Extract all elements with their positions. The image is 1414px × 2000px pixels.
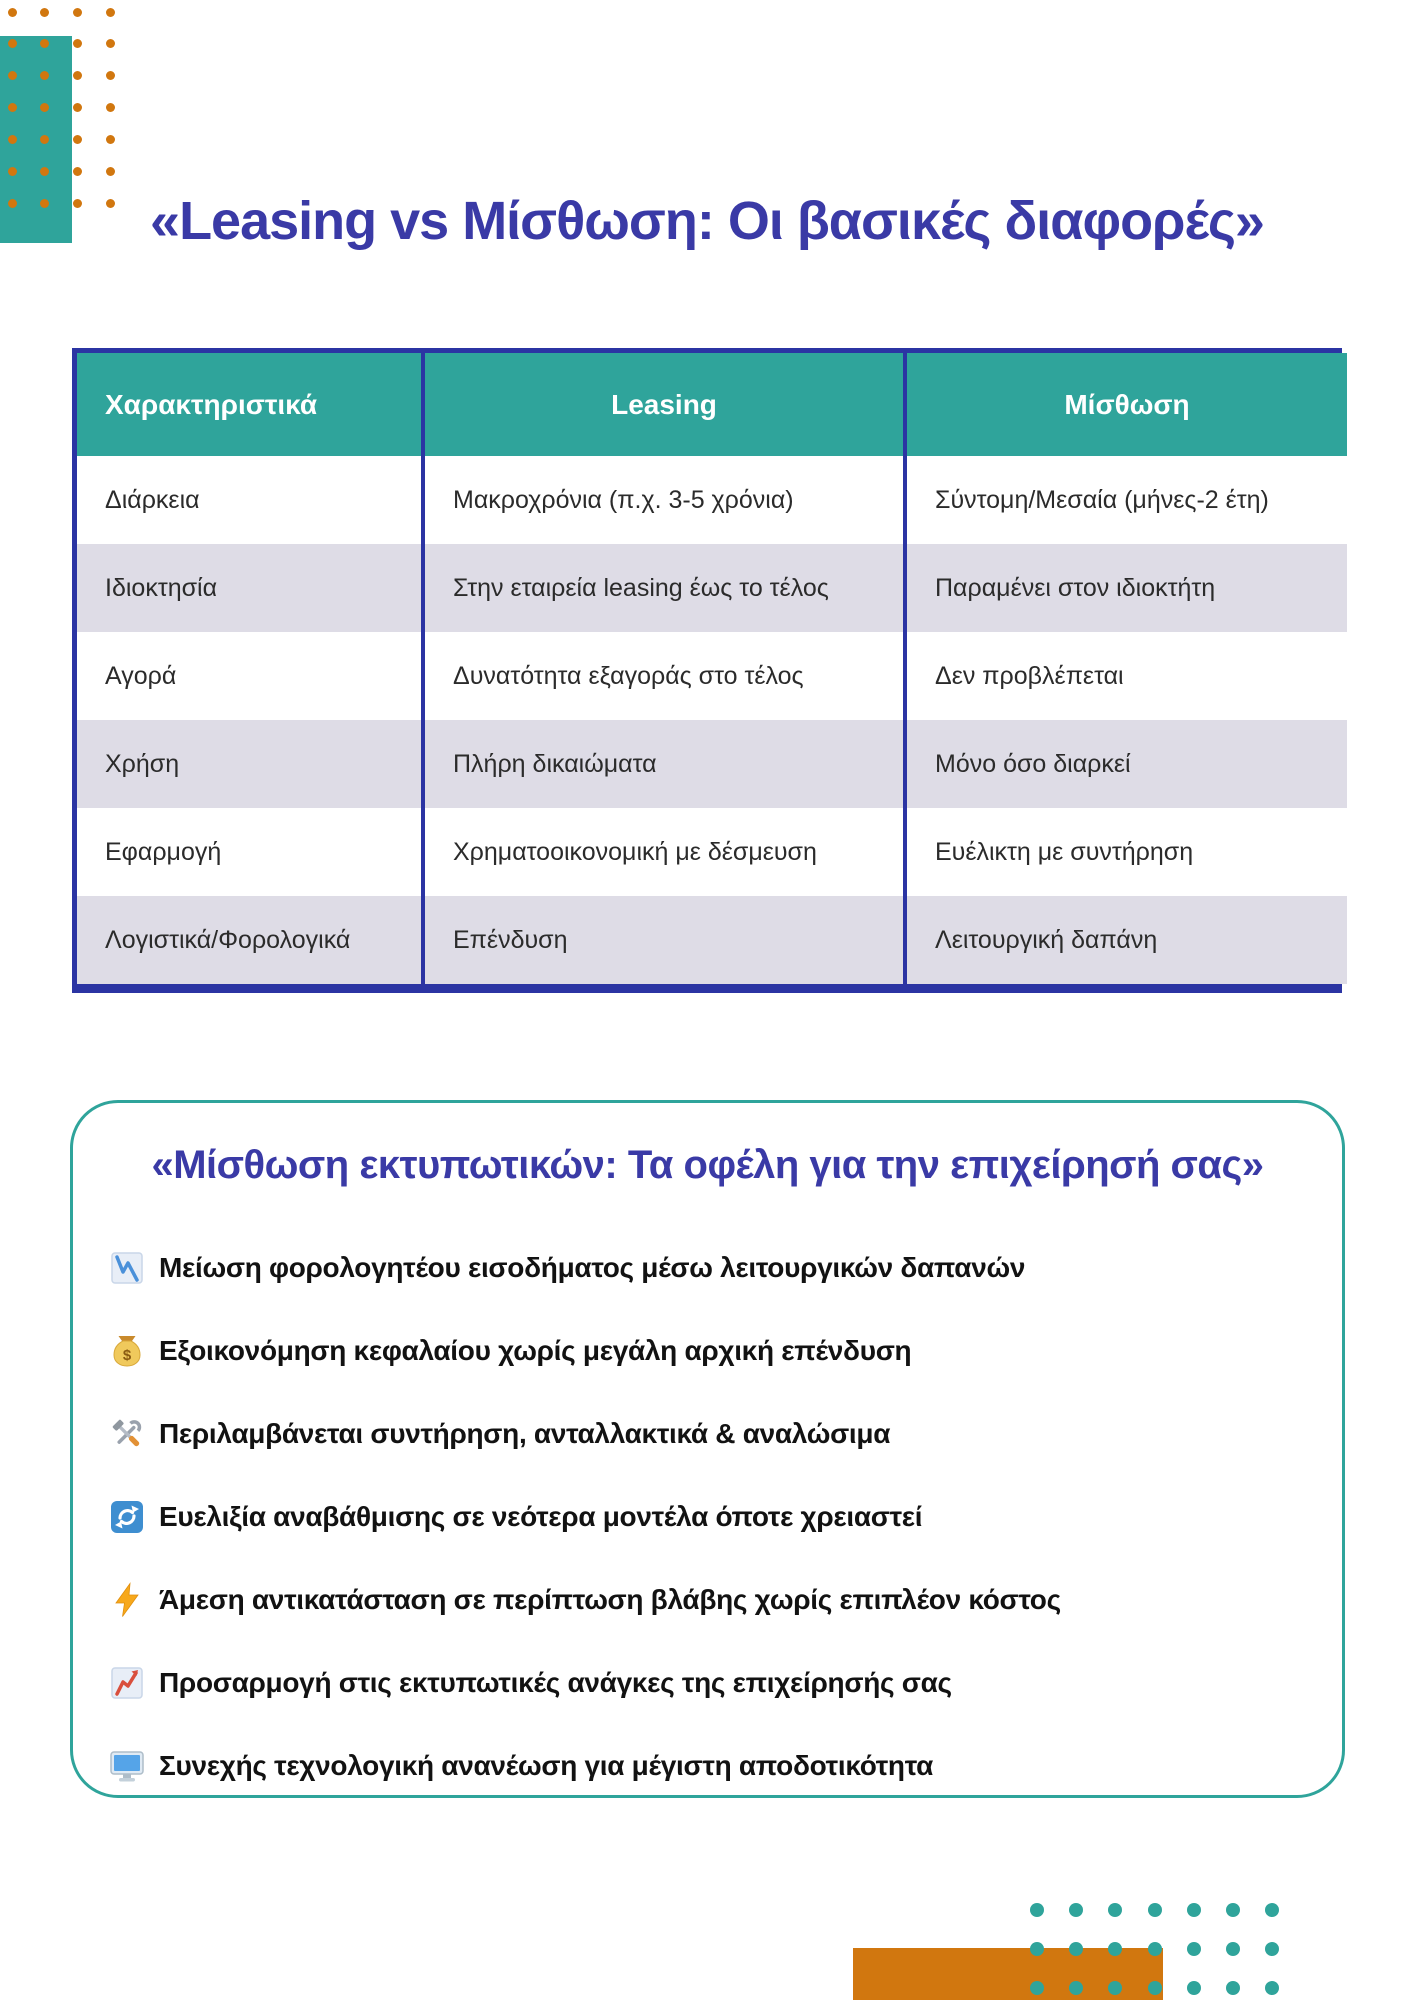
benefit-item	[109, 1309, 1302, 1392]
orange-dot	[8, 135, 17, 144]
table-cell: Λειτουργική δαπάνη	[907, 896, 1347, 984]
table-header-cell: Leasing	[425, 353, 907, 456]
orange-dot	[106, 135, 115, 144]
table-cell: Μακροχρόνια (π.χ. 3-5 χρόνια)	[425, 456, 907, 544]
table-cell: Χρηματοοικονομική με δέσμευση	[425, 808, 907, 896]
table-cell: Ιδιοκτησία	[77, 544, 425, 632]
teal-dot	[1148, 1942, 1162, 1956]
table-cell: Παραμένει στον ιδιοκτήτη	[907, 544, 1347, 632]
teal-dot	[1148, 1903, 1162, 1917]
money-bag-icon	[109, 1333, 145, 1369]
benefits-title: «Μίσθωση εκτυπωτικών: Τα οφέλη για την επιχείρησή σας»	[151, 1143, 1264, 1187]
orange-dot	[106, 39, 115, 48]
teal-dot	[1187, 1981, 1201, 1995]
orange-dot	[106, 71, 115, 80]
orange-dot	[106, 8, 115, 17]
table-header-row	[77, 353, 1337, 456]
orange-dot	[8, 167, 17, 176]
table-cell: Χρήση	[77, 720, 425, 808]
teal-dot	[1265, 1942, 1279, 1956]
benefit-item	[109, 1392, 1302, 1475]
table-cell: Ευέλικτη με συντήρηση	[907, 808, 1347, 896]
benefit-item	[109, 1226, 1302, 1309]
table-row	[77, 456, 1337, 544]
teal-dot	[1108, 1903, 1122, 1917]
teal-dot	[1226, 1942, 1240, 1956]
table-cell: Πλήρη δικαιώματα	[425, 720, 907, 808]
orange-dot	[73, 8, 82, 17]
table-cell: Διάρκεια	[77, 456, 425, 544]
benefit-text: Προσαρμογή στις εκτυπωτικές ανάγκες της επιχείρησής σας	[159, 1666, 952, 1698]
orange-dot	[8, 71, 17, 80]
benefit-text: Ευελιξία αναβάθμισης σε νεότερα μοντέλα όποτε χρειαστεί	[159, 1500, 923, 1532]
lightning-icon	[109, 1582, 145, 1618]
table-cell: Σύντομη/Μεσαία (μήνες-2 έτη)	[907, 456, 1347, 544]
table-header-cell: Μίσθωση	[907, 353, 1347, 456]
table-header-cell: Χαρακτηριστικά	[77, 353, 425, 456]
orange-dot	[8, 39, 17, 48]
comparison-table	[72, 348, 1342, 993]
benefit-item	[109, 1558, 1302, 1641]
orange-dot	[73, 167, 82, 176]
benefits-list	[73, 1226, 1342, 1807]
benefit-item	[109, 1641, 1302, 1724]
teal-dot	[1148, 1981, 1162, 1995]
orange-dot	[106, 103, 115, 112]
teal-dot	[1069, 1903, 1083, 1917]
benefit-text: Περιλαμβάνεται συντήρηση, ανταλλακτικά & αναλώσιμα	[159, 1417, 891, 1449]
teal-dot	[1265, 1903, 1279, 1917]
benefit-text: Εξοικονόμηση κεφαλαίου χωρίς μεγάλη αρχική επένδυση	[159, 1334, 912, 1366]
orange-dot	[40, 8, 49, 17]
table-cell: Μόνο όσο διαρκεί	[907, 720, 1347, 808]
orange-dot	[73, 39, 82, 48]
orange-dot	[73, 103, 82, 112]
benefit-text: Άμεση αντικατάσταση σε περίπτωση βλάβης χωρίς επιπλέον κόστος	[159, 1583, 1061, 1615]
table-row	[77, 808, 1337, 896]
table-row	[77, 632, 1337, 720]
teal-dot	[1187, 1942, 1201, 1956]
orange-dot	[8, 8, 17, 17]
arrows-cycle-icon	[109, 1499, 145, 1535]
benefits-card	[70, 1100, 1345, 1798]
table-cell: Λογιστικά/Φορολογικά	[77, 896, 425, 984]
benefit-text: Μείωση φορολογητέου εισοδήματος μέσω λειτουργικών δαπανών	[159, 1251, 1026, 1283]
orange-dot	[106, 167, 115, 176]
table-cell: Στην εταιρεία leasing έως το τέλος	[425, 544, 907, 632]
teal-dot	[1187, 1903, 1201, 1917]
teal-dot	[1226, 1981, 1240, 1995]
desktop-computer-icon	[109, 1748, 145, 1784]
teal-dot	[1226, 1903, 1240, 1917]
table-cell: Εφαρμογή	[77, 808, 425, 896]
benefit-item	[109, 1724, 1302, 1807]
chart-decreasing-icon	[109, 1250, 145, 1286]
benefit-item	[109, 1475, 1302, 1558]
chart-increasing-icon	[109, 1665, 145, 1701]
table-cell: Αγορά	[77, 632, 425, 720]
orange-dot	[8, 103, 17, 112]
teal-dot	[1030, 1903, 1044, 1917]
hammer-wrench-icon	[109, 1416, 145, 1452]
table-cell: Επένδυση	[425, 896, 907, 984]
page-title: «Leasing vs Μίσθωση: Οι βασικές διαφορές»	[150, 191, 1264, 251]
table-row	[77, 720, 1337, 808]
orange-dot	[73, 71, 82, 80]
teal-dot	[1265, 1981, 1279, 1995]
benefit-text: Συνεχής τεχνολογική ανανέωση για μέγιστη αποδοτικότητα	[159, 1749, 934, 1781]
table-cell: Δεν προβλέπεται	[907, 632, 1347, 720]
table-cell: Δυνατότητα εξαγοράς στο τέλος	[425, 632, 907, 720]
table-row	[77, 896, 1337, 984]
svg-text:$: $	[122, 1346, 132, 1364]
table-row	[77, 544, 1337, 632]
orange-dot	[73, 135, 82, 144]
